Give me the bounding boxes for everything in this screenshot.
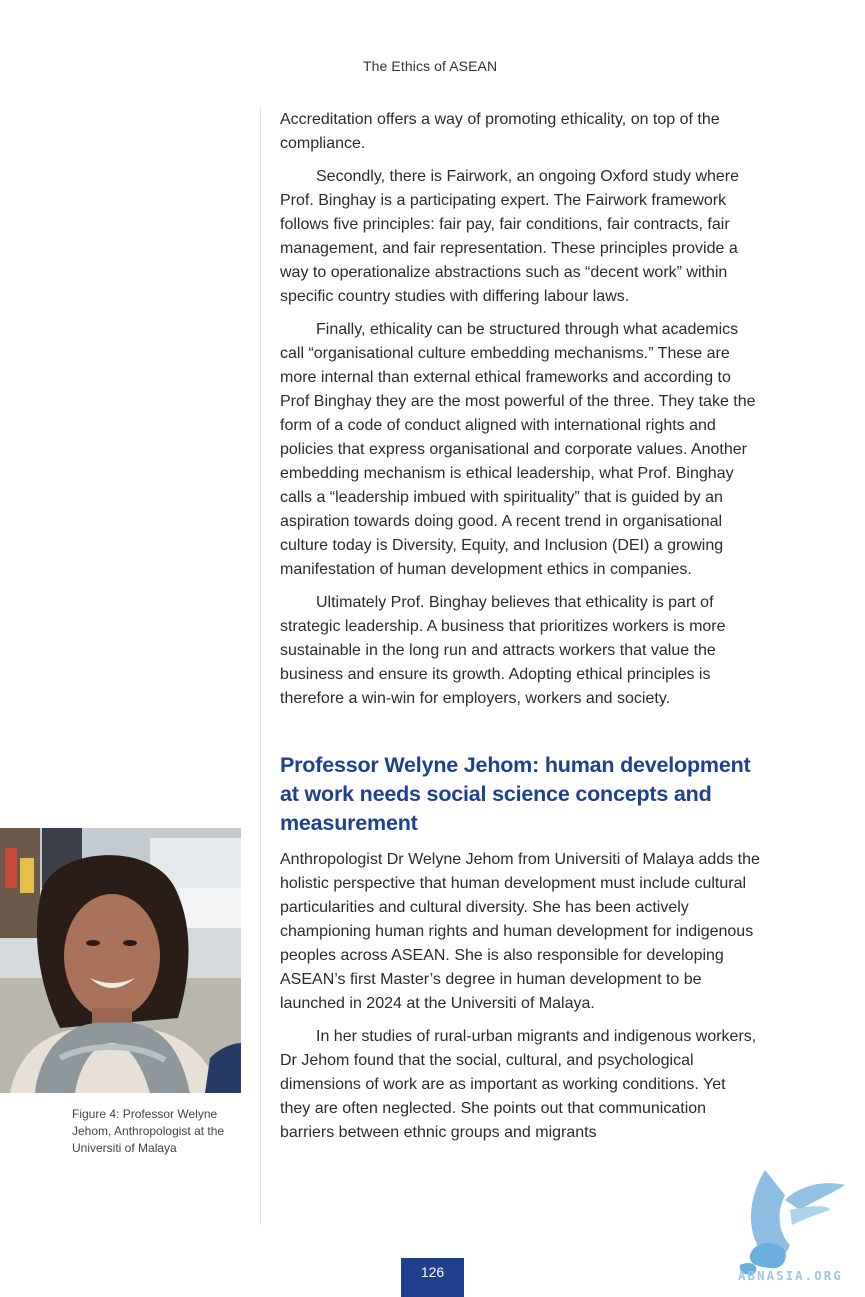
- griffin-logo-icon: [730, 1165, 860, 1285]
- running-title: The Ethics of ASEAN: [363, 58, 498, 74]
- paragraph: Accreditation offers a way of promoting ethicality, on top of the compliance.: [280, 111, 720, 152]
- page-number: 126: [401, 1258, 464, 1297]
- paragraph: In her studies of rural-urban migrants and indigenous workers, Dr Jehom found that the social, cultural, and psychological dimensions of work are as important as working conditions. Yet they are often neglected. She points out that communication barriers between ethnic groups and migrants: [280, 1028, 757, 1141]
- paragraph: Finally, ethicality can be structured through what academics call “organisational culture embedding mechanisms.” These are more internal than external ethical frameworks and according to Prof Binghay they are the most powerful of the three. They take the form of a code of conduct aligned with international rights and policies that express organisational and corporate values. Another embedding mechanism is ethical leadership, what Prof. Binghay calls a “leadership imbued with spirituality” that is guided by an aspiration towards doing good. A recent trend in organisational culture today is Diversity, Equity, and Inclusion (DEI) a growing manifestation of human development ethics in companies.: [280, 321, 756, 578]
- paragraph: Secondly, there is Fairwork, an ongoing Oxford study where Prof. Binghay is a participating expert. The Fairwork framework follows five principles: fair pay, fair conditions, fair contracts, fair management, and fair representation. These principles provide a way to operationalize abstractions such as “decent work” within specific country studies with differing labour laws.: [280, 168, 740, 305]
- section-heading: Professor Welyne Jehom: human development at work needs social science concepts and measurement: [280, 753, 751, 835]
- paragraph: Ultimately Prof. Binghay believes that ethicality is part of strategic leadership. A business that prioritizes workers is more sustainable in the long run and attracts workers that value the business and ensure its growth. Adopting ethical principles is therefore a win-win for employers, workers and society.: [280, 594, 726, 707]
- portrait-photo: [0, 828, 241, 1093]
- watermark-text: ABNASIA.ORG: [738, 1268, 843, 1283]
- figure-caption: Figure 4: Professor Welyne Jehom, Anthropologist at the Universiti of Malaya: [72, 1107, 225, 1155]
- column-divider: [260, 107, 261, 1225]
- paragraph: Anthropologist Dr Welyne Jehom from Universiti of Malaya adds the holistic perspective that human development must include cultural particularities and cultural diversity. She has been actively championing human rights and human development for indigenous peoples across ASEAN. She is also responsible for developing ASEAN’s first Master’s degree in human development to be launched in 2024 at the Universiti of Malaya.: [280, 851, 760, 1012]
- main-text-column: [280, 108, 760, 1154]
